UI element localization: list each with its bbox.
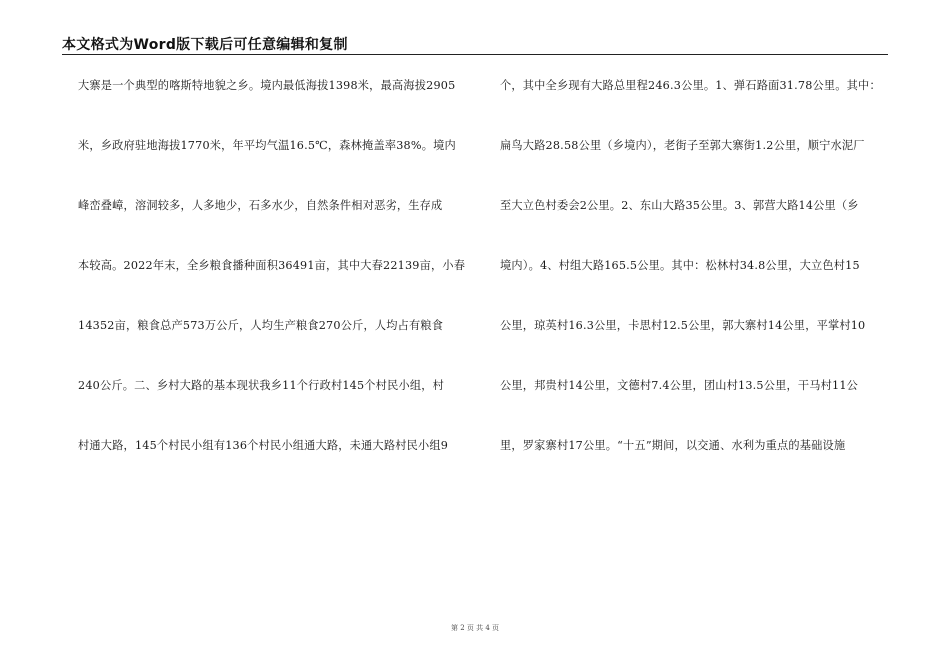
- text-line: 14352亩，粮食总产573万公斤，人均生产粮食270公斤，人均占有粮食: [78, 319, 444, 332]
- text-line: 米，乡政府驻地海拔1770米，年平均气温16.5℃，森林掩盖率38%。境内: [78, 139, 456, 152]
- document-header-title: 本文格式为Word版下载后可任意编辑和复制: [62, 37, 348, 53]
- text-line: 村通大路，145个村民小组有136个村民小组通大路，未通大路村民小组9: [78, 439, 449, 452]
- text-line: 公里，邦贵村14公里，文德村7.4公里，团山村13.5公里，干马村11公: [500, 379, 859, 392]
- left-text-column: [78, 78, 468, 498]
- text-line: 240公斤。二、乡村大路的基本现状我乡11个行政村145个村民小组，村: [78, 379, 445, 392]
- text-line: 个，其中全乡现有大路总里程246.3公里。1、弹石路面31.78公里。其中：: [500, 79, 881, 92]
- text-line: 境内）。4、村组大路165.5公里。其中：松林村34.8公里，大立色村15: [500, 259, 860, 272]
- text-line: 里，罗家寨村17公里。“十五”期间，以交通、水利为重点的基础设施: [500, 439, 846, 452]
- right-text-column: [500, 78, 884, 498]
- text-line: 峰峦叠嶂，溶洞较多，人多地少，石多水少，自然条件相对恶劣，生存成: [78, 199, 443, 212]
- header-divider: [62, 54, 888, 55]
- page-number: 第 2 页 共 4 页: [450, 624, 500, 632]
- text-line: 本较高。2022年末，全乡粮食播种面积36491亩，其中大春22139亩，小春: [78, 259, 466, 272]
- text-line: 扁鸟大路28.58公里（乡境内），老街子至郭大寨街1.2公里，顺宁水泥厂: [500, 139, 865, 152]
- text-line: 大寨是一个典型的喀斯特地貌之乡。境内最低海拔1398米，最高海拔2905: [78, 79, 456, 92]
- text-line: 公里，琼英村16.3公里，卡思村12.5公里，郭大寨村14公里，平掌村10: [500, 319, 866, 332]
- text-line: 至大立色村委会2公里。2、东山大路35公里。3、郭营大路14公里（乡: [500, 199, 859, 212]
